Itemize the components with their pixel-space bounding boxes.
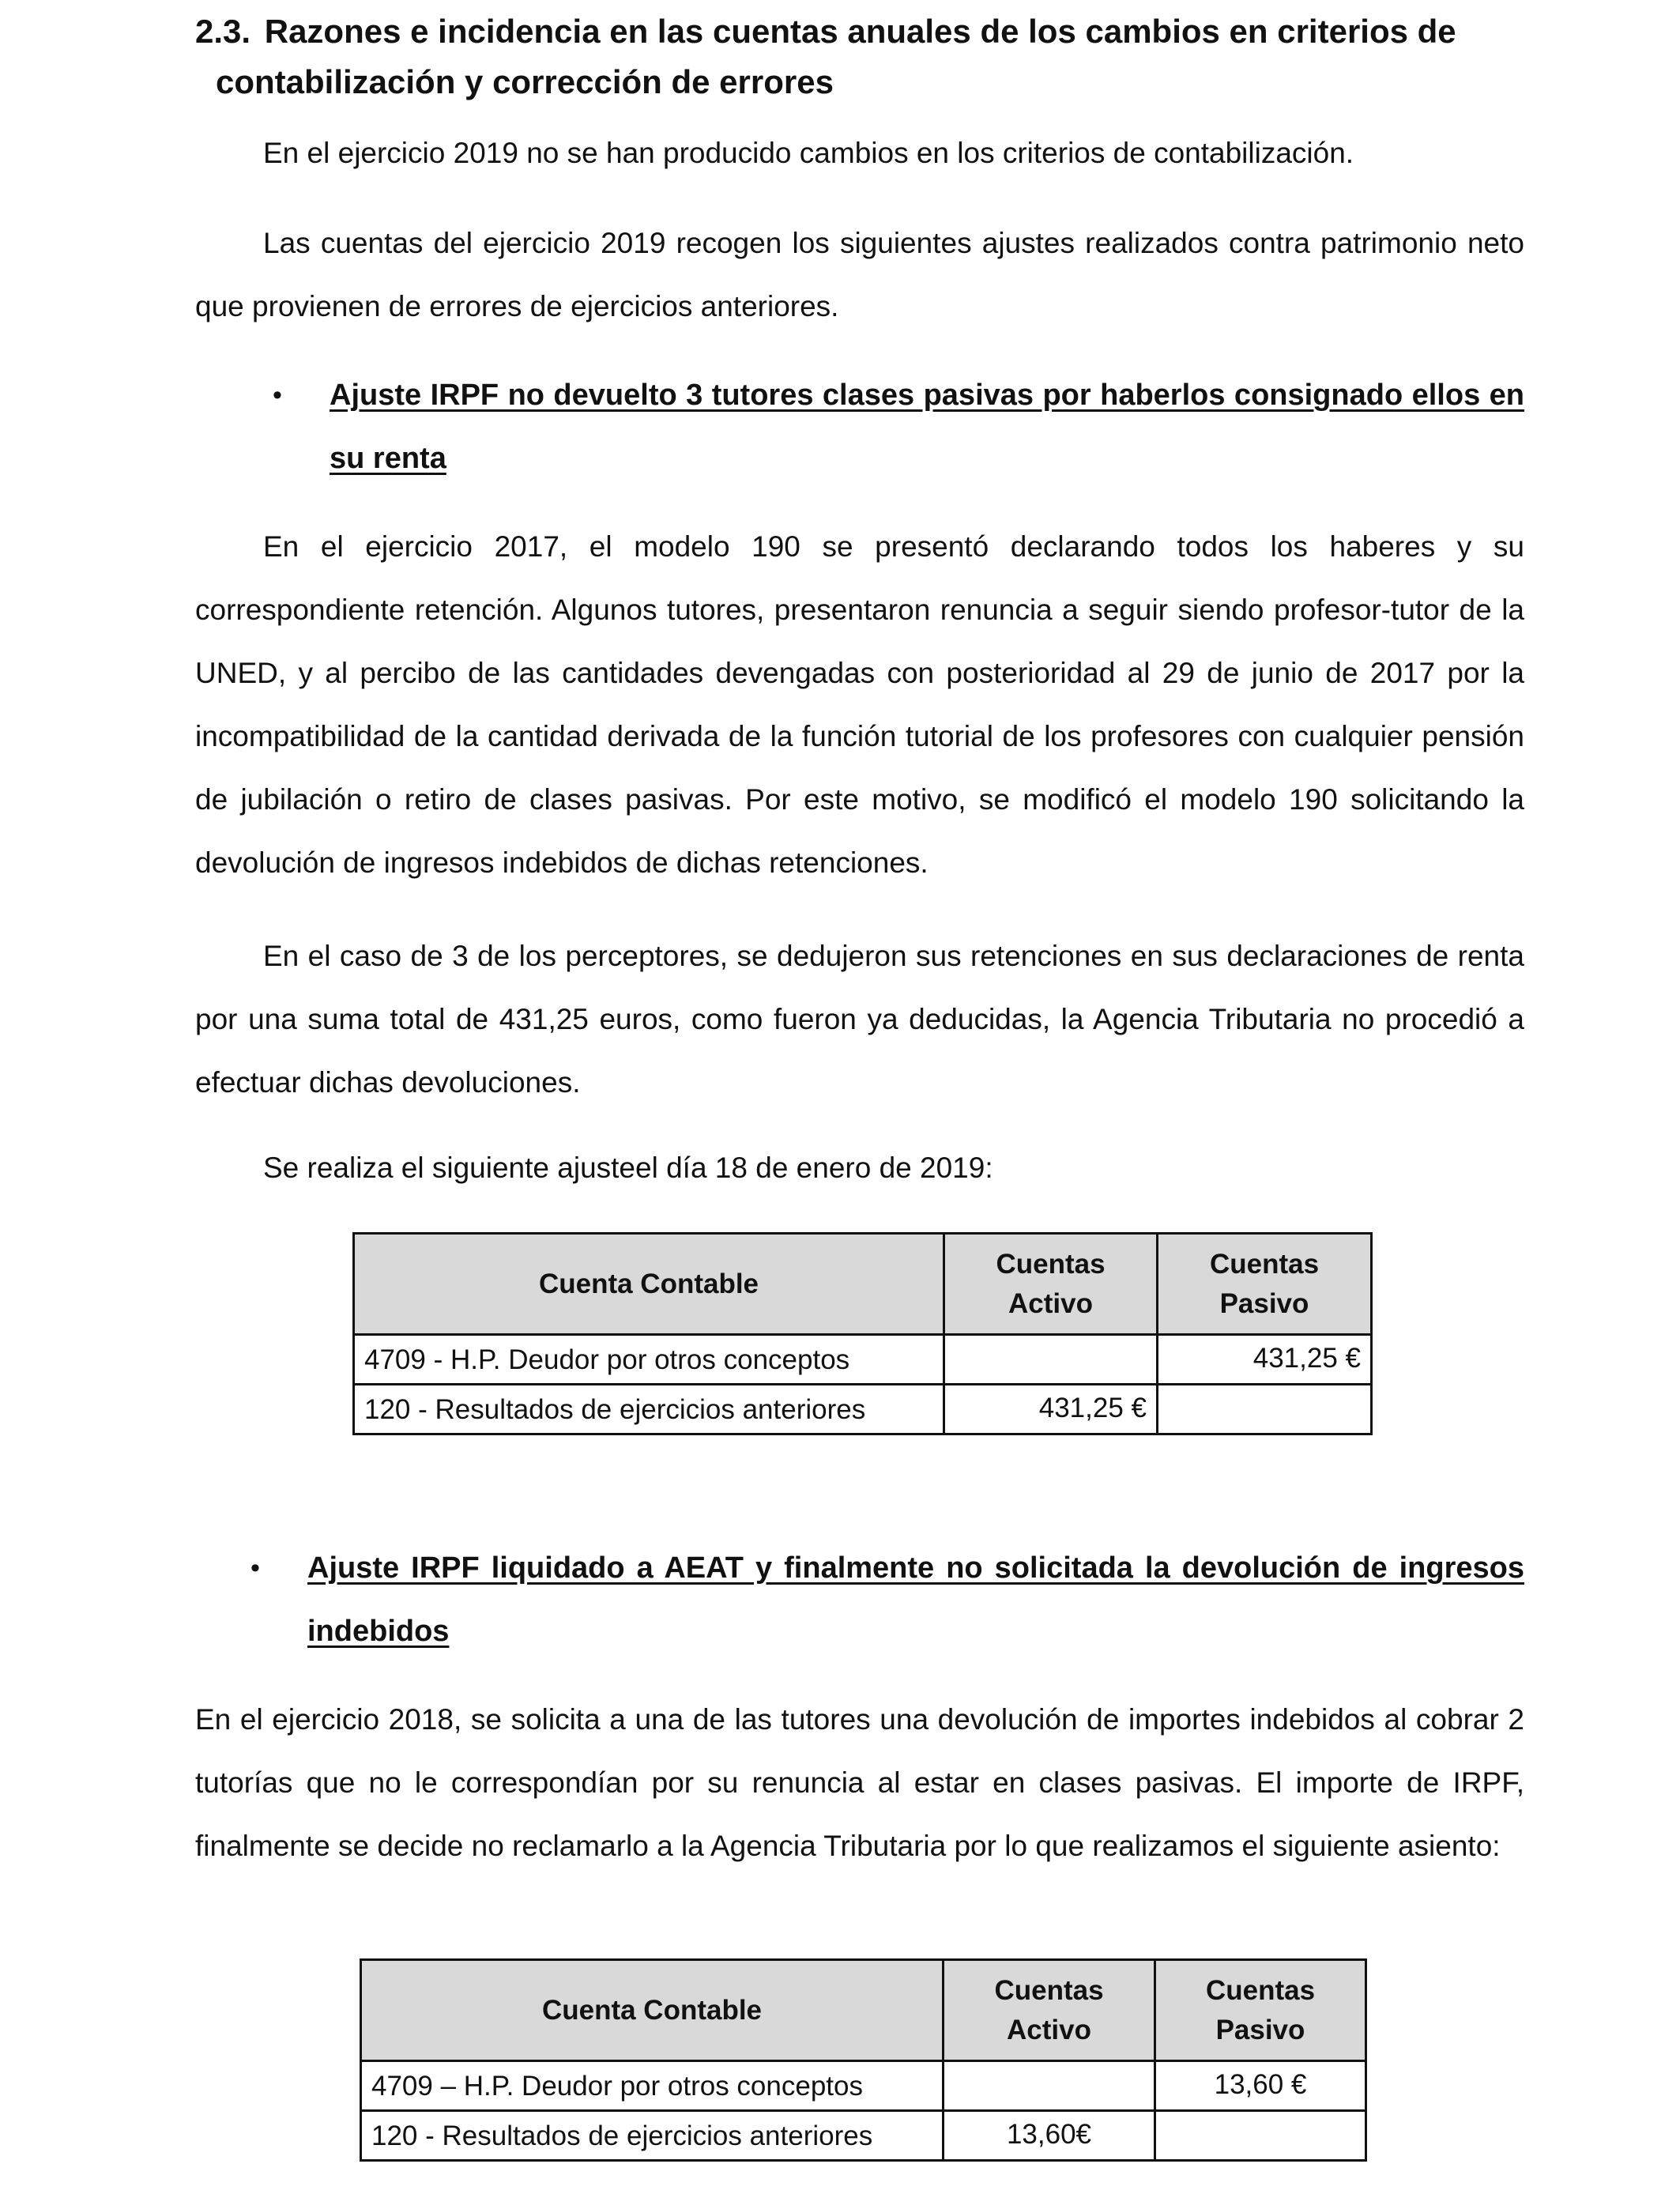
header-cuentas-pasivo: Cuentas Pasivo [1158, 1234, 1372, 1335]
bullet-icon: • [250, 1553, 260, 1583]
cell-pasivo [1155, 2111, 1366, 2161]
accounting-table-1 [352, 1232, 1373, 1435]
table-header-row [354, 1234, 1372, 1335]
header-cuenta-contable: Cuenta Contable [354, 1234, 944, 1335]
cell-cuenta: 4709 – H.P. Deudor por otros conceptos [361, 2061, 944, 2111]
header-cuentas-activo: Cuentas Activo [944, 1960, 1155, 2061]
cell-cuenta: 120 - Resultados de ejercicios anteriores [361, 2111, 944, 2161]
table-row [361, 2111, 1366, 2161]
accounting-table-2 [360, 1958, 1367, 2162]
paragraph-no-changes: En el ejercicio 2019 no se han producido cambios en los criterios de contabilización. [263, 137, 1354, 169]
paragraph-perceptores: En el caso de 3 de los perceptores, se dedujeron sus retenciones en sus declaraciones de renta por una suma total de 431,25 euros, como fueron ya deducidas, la Agencia Tributaria no procedió a efectuar dichas devoluciones. [195, 940, 1524, 1099]
table-row [361, 2061, 1366, 2111]
paragraph-modelo-190: En el ejercicio 2017, el modelo 190 se presentó declarando todos los haberes y su correspondiente retención. Algunos tutores, presentaron renuncia a seguir siendo profesor-tutor de la UNED, y al percibo de las cantidades devengadas con posterioridad al 29 de junio de 2017 por la incompatibilidad de la cantidad derivada de la función tutorial de los profesores con cualquier pensión de jubilación o retiro de clases pasivas. Por este motivo, se modificó el modelo 190 solicitando la devolución de ingresos indebidos de dichas retenciones. [195, 530, 1524, 879]
section-heading [195, 6, 1531, 107]
bullet-heading-irpf-no-devuelto: Ajuste IRPF no devuelto 3 tutores clases pasivas por haberlos consignado ellos en su renta [330, 379, 1524, 475]
cell-cuenta: 120 - Resultados de ejercicios anteriores [354, 1385, 944, 1434]
table-row [354, 1385, 1372, 1434]
cell-pasivo [1158, 1385, 1372, 1434]
bullet-icon: • [273, 380, 282, 410]
header-cuentas-pasivo: Cuentas Pasivo [1155, 1960, 1366, 2061]
paragraph-ajuste-fecha: Se realiza el siguiente ajusteel día 18 de enero de 2019: [263, 1152, 993, 1184]
cell-activo: 13,60€ [944, 2111, 1155, 2161]
paragraph-ejercicio-2018: En el ejercicio 2018, se solicita a una de las tutores una devolución de importes indebidos al cobrar 2 tutorías que no le correspondían por su renuncia al estar en clases pasivas. El importe de IRPF, finalmente se decide no reclamarlo a la Agencia Tributaria por lo que realizamos el siguiente asiento: [195, 1703, 1524, 1862]
table-row [354, 1335, 1372, 1385]
cell-activo [944, 2061, 1155, 2111]
section-title-line2: contabilización y corrección de errores [216, 63, 834, 100]
cell-pasivo: 13,60 € [1155, 2061, 1366, 2111]
header-cuenta-contable: Cuenta Contable [361, 1960, 944, 2061]
cell-pasivo: 431,25 € [1158, 1335, 1372, 1385]
table-header-row [361, 1960, 1366, 2061]
cell-activo [944, 1335, 1158, 1385]
paragraph-adjustments-intro: Las cuentas del ejercicio 2019 recogen los siguientes ajustes realizados contra patrimonio neto que provienen de errores de ejercicios anteriores. [195, 227, 1524, 322]
header-cuentas-activo: Cuentas Activo [944, 1234, 1158, 1335]
cell-activo: 431,25 € [944, 1385, 1158, 1434]
cell-cuenta: 4709 - H.P. Deudor por otros conceptos [354, 1335, 944, 1385]
bullet-heading-irpf-liquidado: Ajuste IRPF liquidado a AEAT y finalmente no solicitada la devolución de ingresos indebidos [307, 1551, 1524, 1648]
section-number: 2.3. [195, 13, 251, 50]
section-title-line1: Razones e incidencia en las cuentas anuales de los cambios en criterios de [264, 13, 1456, 50]
